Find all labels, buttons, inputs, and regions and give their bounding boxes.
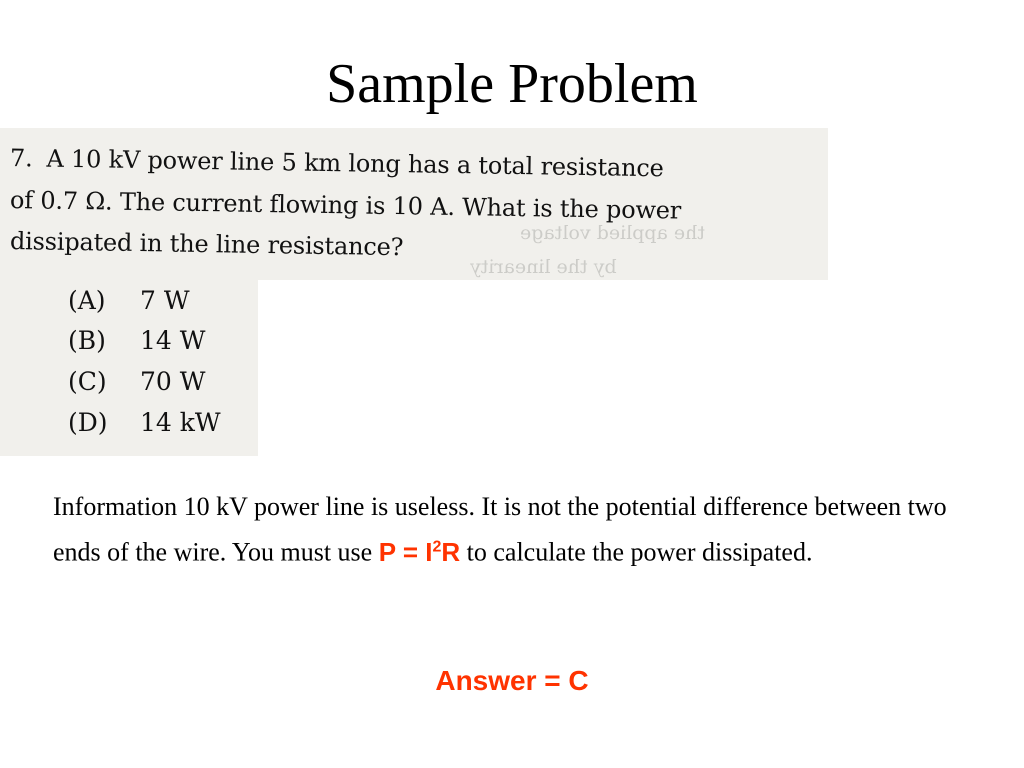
answer-text: Answer = C: [435, 665, 589, 696]
option-a: [68, 283, 190, 319]
formula-r: R: [441, 536, 461, 567]
option-b: [68, 323, 205, 359]
explanation-text-end: to calculate the power dissipated.: [460, 537, 813, 567]
bleed-through-text: by the linearity: [470, 256, 617, 278]
option-value: 70 W: [140, 367, 206, 396]
problem-text-line-1: A 10 kV power line 5 km long has a total resistance: [46, 144, 664, 183]
power-formula: [379, 537, 460, 567]
formula-exponent: 2: [432, 538, 442, 555]
option-value: 14 W: [140, 326, 206, 355]
problem-text-line-2: of 0.7 Ω. The current flowing is 10 A. What is the power: [9, 186, 682, 225]
option-value: 7 W: [140, 286, 190, 315]
explanation-paragraph: [53, 487, 973, 573]
option-letter: (C): [68, 367, 107, 396]
option-value: 14 kW: [140, 408, 221, 437]
bleed-through-text: the applied voltage: [520, 222, 706, 244]
option-c: [68, 364, 205, 400]
problem-text-line-3: dissipated in the line resistance?: [9, 227, 404, 262]
slide-title: Sample Problem: [326, 53, 698, 115]
option-letter: (D): [68, 408, 108, 437]
problem-number: 7.: [9, 144, 33, 173]
option-letter: (B): [68, 326, 106, 355]
formula-p: P = I: [378, 536, 433, 567]
option-d: [68, 405, 221, 441]
explanation-text-start: Information 10 kV power line is useless. It is not the potential difference between two ends of the wire. You must use: [53, 492, 947, 567]
option-letter: (A): [68, 286, 106, 315]
